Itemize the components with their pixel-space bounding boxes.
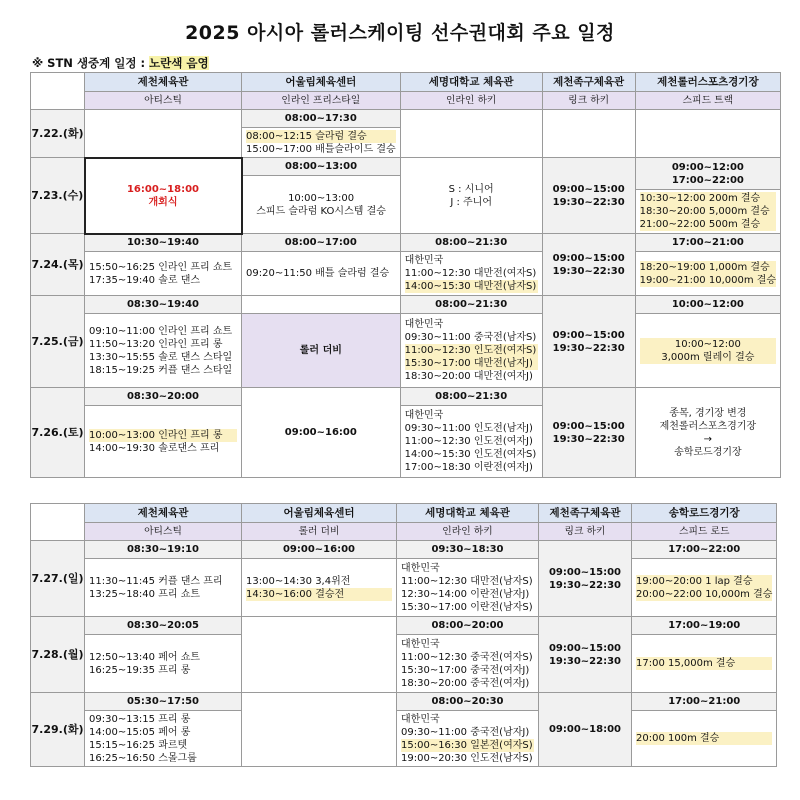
time-range: 10:00~12:00 bbox=[635, 296, 780, 314]
time-range: 17:00~21:00 bbox=[632, 693, 777, 711]
schedule-line: 11:30~11:45 커플 댄스 프리 bbox=[89, 575, 223, 587]
rink-time: 19:30~22:30 bbox=[548, 579, 622, 591]
ceremony-label: 개회식 bbox=[148, 196, 178, 208]
schedule-line: 18:30~20:00 5,000m 결승 bbox=[640, 205, 776, 218]
schedule-line: 17:00 15,000m 결승 bbox=[636, 657, 772, 670]
date-cell: 7.26.(토) bbox=[31, 388, 85, 478]
date-cell: 7.29.(화) bbox=[31, 693, 85, 767]
schedule-line: 09:30~11:00 인도전(남자J) bbox=[404, 423, 533, 434]
schedule-cell bbox=[85, 314, 242, 388]
date-cell: 7.23.(수) bbox=[31, 158, 85, 234]
schedule-line: 13:00~14:30 3,4위전 bbox=[246, 575, 351, 587]
schedule-cell bbox=[635, 190, 780, 234]
rink-time: 19:30~22:30 bbox=[552, 342, 625, 354]
event-header: 스피드 트랙 bbox=[635, 92, 780, 110]
event-header: 링크 하키 bbox=[539, 523, 632, 541]
schedule-line: 15:50~16:25 인라인 프리 쇼트 bbox=[89, 261, 233, 273]
schedule-cell bbox=[242, 388, 401, 478]
time-range: 08:30~20:00 bbox=[85, 388, 242, 406]
event-header: 링크 하키 bbox=[542, 92, 635, 110]
schedule-line: 14:00~15:30 대만전(남자S) bbox=[404, 281, 537, 292]
empty-cell bbox=[542, 110, 635, 158]
schedule-line: 18:20~19:00 1,000m 결승 bbox=[640, 261, 776, 274]
schedule-line: 10:00~13:00 bbox=[288, 192, 355, 204]
time-range: 08:00~21:30 bbox=[400, 296, 542, 314]
schedule-cell bbox=[85, 406, 242, 478]
schedule-line: 08:00~12:15 슬라럼 결승 bbox=[246, 130, 396, 143]
rink-time: 19:30~22:30 bbox=[552, 196, 625, 208]
schedule-line: 15:15~16:25 콰르텟 bbox=[89, 739, 188, 751]
schedule-table-week1 bbox=[30, 72, 781, 478]
venue-header: 세명대학교 체육관 bbox=[400, 73, 542, 92]
schedule-line: 19:00~21:00 10,000m 결승 bbox=[639, 274, 777, 286]
date-cell: 7.22.(화) bbox=[31, 110, 85, 158]
schedule-line: 11:50~13:20 인라인 프리 롱 bbox=[89, 338, 223, 350]
date-cell: 7.27.(일) bbox=[31, 541, 85, 617]
venue-header: 제천체육관 bbox=[85, 73, 242, 92]
schedule-line: 대한민국 bbox=[401, 562, 440, 574]
time-range: 08:00~20:00 bbox=[397, 617, 539, 635]
time-range: 08:30~19:10 bbox=[85, 541, 242, 559]
rink-time: 09:00~15:00 bbox=[552, 329, 625, 341]
schedule-table-week2 bbox=[30, 503, 777, 767]
venue-header: 세명대학교 체육관 bbox=[397, 504, 539, 523]
legend-line: J : 주니어 bbox=[450, 196, 492, 208]
day-row bbox=[31, 617, 777, 635]
schedule-cell bbox=[632, 635, 777, 693]
schedule-cell bbox=[397, 559, 539, 617]
schedule-line: 09:30~13:15 프리 롱 bbox=[89, 713, 191, 725]
time-range: 08:00~20:30 bbox=[397, 693, 539, 711]
rink-hockey-cell bbox=[539, 693, 632, 767]
time-range: 09:00~16:00 bbox=[242, 541, 397, 559]
schedule-line: 18:15~19:25 커플 댄스 스타일 bbox=[89, 364, 233, 376]
rink-hockey-cell bbox=[539, 541, 632, 617]
schedule-line: 16:25~16:50 스몰그룹 bbox=[89, 752, 197, 764]
schedule-cell bbox=[242, 128, 401, 158]
venue-header: 제천롤러스포츠경기장 bbox=[635, 73, 780, 92]
day-row-detail bbox=[31, 559, 777, 617]
schedule-line: 종목, 경기장 변경 bbox=[669, 407, 747, 419]
venue-change-cell bbox=[635, 388, 780, 478]
schedule-line: 10:30~12:00 200m 결승 bbox=[640, 192, 776, 205]
schedule-line: 송학로드경기장 bbox=[674, 446, 742, 458]
schedule-line: 14:00~15:30 인도전(여자S) bbox=[404, 449, 537, 460]
schedule-cell bbox=[632, 559, 777, 617]
venue-header-row bbox=[31, 73, 781, 92]
schedule-cell bbox=[85, 635, 242, 693]
schedule-line: 15:30~17:00 이란전(남자S) bbox=[401, 601, 533, 613]
event-header-row bbox=[31, 523, 777, 541]
time-range: 17:00~19:00 bbox=[632, 617, 777, 635]
schedule-line: 18:30~20:00 대만전(여자J) bbox=[404, 371, 533, 382]
schedule-cell bbox=[85, 559, 242, 617]
schedule-line: 14:00~19:30 솔로댄스 프리 bbox=[89, 442, 220, 454]
venue-header-row bbox=[31, 504, 777, 523]
time-range: 17:00~22:00 bbox=[632, 541, 777, 559]
schedule-line: 15:30~17:00 중국전(여자J) bbox=[401, 664, 530, 676]
schedule-line: 09:00~16:00 bbox=[284, 427, 357, 438]
schedule-line: 13:30~15:55 솔로 댄스 스타일 bbox=[89, 351, 233, 363]
schedule-line: 16:25~19:35 프리 롱 bbox=[89, 664, 191, 676]
venue-header: 어울림체육센터 bbox=[242, 504, 397, 523]
day-row bbox=[31, 388, 781, 406]
rink-time: 09:00~15:00 bbox=[552, 252, 625, 264]
event-header: 인라인 프리스타일 bbox=[242, 92, 401, 110]
schedule-cell bbox=[632, 711, 777, 767]
schedule-line: 11:00~12:30 대만전(남자S) bbox=[401, 575, 533, 587]
schedule-line: 제천롤러스포츠경기장 bbox=[659, 420, 757, 432]
schedule-cell bbox=[242, 176, 401, 234]
date-cell: 7.25.(금) bbox=[31, 296, 85, 388]
venue-header: 어울림체육센터 bbox=[242, 73, 401, 92]
time-range: 08:00~21:30 bbox=[400, 234, 542, 252]
rink-time: 09:00~15:00 bbox=[548, 642, 622, 654]
schedule-line: 15:30~17:00 대만전(남자J) bbox=[405, 357, 538, 370]
schedule-cell bbox=[635, 314, 780, 388]
schedule-cell bbox=[397, 711, 539, 767]
venue-header: 제천족구체육관 bbox=[542, 73, 635, 92]
date-cell: 7.28.(월) bbox=[31, 617, 85, 693]
event-header: 스피드 로드 bbox=[632, 523, 777, 541]
empty-cell bbox=[400, 110, 542, 158]
schedule-line: 09:30~11:00 중국전(남자S) bbox=[404, 332, 537, 343]
schedule-line: 11:00~12:30 대만전(여자S) bbox=[404, 268, 537, 279]
rink-time: 19:30~22:30 bbox=[548, 655, 622, 667]
schedule-cell bbox=[85, 711, 242, 767]
schedule-line: 09:30~11:00 중국전(남자J) bbox=[401, 726, 530, 738]
schedule-line: 10:00~13:00 인라인 프리 롱 bbox=[89, 429, 237, 442]
schedule-line: 11:00~12:30 인도전(여자S) bbox=[404, 345, 537, 356]
rink-time: 09:00~15:00 bbox=[548, 566, 622, 578]
legend-cell bbox=[400, 158, 542, 234]
schedule-line: 21:00~22:00 500m 결승 bbox=[640, 218, 776, 231]
schedule-line: 11:00~12:30 인도전(여자J) bbox=[404, 436, 533, 447]
schedule-line: 15:00~17:00 배틀슬라이드 결승 bbox=[246, 143, 396, 155]
date-cell: 7.24.(목) bbox=[31, 234, 85, 296]
schedule-line: 19:00~20:00 1 lap 결승 bbox=[636, 575, 772, 588]
event-header: 아티스틱 bbox=[85, 523, 242, 541]
time-range-line: 09:00~12:00 bbox=[671, 161, 744, 173]
rink-time: 09:00~18:00 bbox=[548, 724, 622, 735]
day-row-detail bbox=[31, 711, 777, 767]
schedule-line: 스피드 슬라럼 KO시스템 결승 bbox=[256, 205, 386, 217]
day-row-detail bbox=[31, 635, 777, 693]
rink-time: 19:30~22:30 bbox=[552, 265, 625, 277]
schedule-line: 대한민국 bbox=[401, 638, 440, 650]
schedule-line: 17:35~19:40 솔로 댄스 bbox=[89, 274, 201, 286]
time-range: 08:30~20:05 bbox=[85, 617, 242, 635]
empty-cell bbox=[635, 110, 780, 158]
schedule-line: 대한민국 bbox=[404, 319, 444, 330]
schedule-line: 12:50~13:40 페어 쇼트 bbox=[89, 651, 201, 663]
time-range: 10:30~19:40 bbox=[85, 234, 242, 252]
broadcast-note bbox=[28, 54, 213, 72]
day-row bbox=[31, 110, 781, 128]
time-range: 08:30~19:40 bbox=[85, 296, 242, 314]
venue-header: 제천족구체육관 bbox=[539, 504, 632, 523]
time-range: 08:00~17:00 bbox=[242, 234, 401, 252]
event-header: 롤러 더비 bbox=[242, 523, 397, 541]
rink-hockey-cell bbox=[539, 617, 632, 693]
rink-hockey-cell bbox=[542, 234, 635, 296]
schedule-cell bbox=[400, 252, 542, 296]
day-row-detail bbox=[31, 252, 781, 296]
schedule-line: 20:00~22:00 10,000m 결승 bbox=[636, 588, 773, 600]
day-row bbox=[31, 693, 777, 711]
header-corner bbox=[31, 73, 85, 110]
time-range: 17:00~21:00 bbox=[635, 234, 780, 252]
schedule-line: 대한민국 bbox=[404, 255, 444, 266]
schedule-line: 대한민국 bbox=[404, 410, 444, 421]
schedule-line: 10:00~12:00 bbox=[640, 338, 776, 351]
note-prefix: ※ STN 생중계 일정 : bbox=[32, 56, 150, 70]
schedule-line: 대한민국 bbox=[401, 713, 440, 725]
schedule-line: 09:20~11:50 배틀 슬라럼 결승 bbox=[246, 268, 390, 279]
legend-line: S : 시니어 bbox=[448, 183, 494, 195]
time-range: 08:00~17:30 bbox=[242, 110, 401, 128]
schedule-cell bbox=[242, 252, 401, 296]
header-corner bbox=[31, 504, 85, 541]
schedule-line: 3,000m 릴레이 결승 bbox=[640, 351, 776, 364]
time-range bbox=[635, 158, 780, 190]
schedule-line: 09:10~11:00 인라인 프리 쇼트 bbox=[89, 325, 233, 337]
schedule-line: 19:00~20:30 인도전(남자S) bbox=[401, 752, 533, 764]
venue-header: 제천체육관 bbox=[85, 504, 242, 523]
schedule-cell bbox=[85, 252, 242, 296]
schedule-line: 18:30~20:00 중국전(여자J) bbox=[401, 677, 530, 689]
schedule-line: 17:00~18:30 이란전(여자J) bbox=[404, 462, 533, 473]
venue-header: 송학로드경기장 bbox=[632, 504, 777, 523]
rink-hockey-cell bbox=[542, 296, 635, 388]
schedule-cell bbox=[397, 635, 539, 693]
schedule-cell bbox=[635, 252, 780, 296]
roller-derby-label: 롤러 더비 bbox=[242, 314, 401, 388]
schedule-cell bbox=[242, 559, 397, 617]
empty-cell bbox=[85, 110, 242, 158]
schedule-line: 11:00~12:30 중국전(여자S) bbox=[401, 651, 533, 663]
schedule-line: 12:30~14:00 이란전(남자J) bbox=[401, 588, 530, 600]
rink-time: 19:30~22:30 bbox=[552, 433, 625, 445]
empty-cell bbox=[242, 296, 401, 314]
schedule-cell bbox=[400, 314, 542, 388]
opening-ceremony-cell bbox=[85, 158, 242, 234]
day-row bbox=[31, 541, 777, 559]
day-row bbox=[31, 234, 781, 252]
schedule-line: 20:00 100m 결승 bbox=[636, 732, 772, 745]
rink-time: 09:00~15:00 bbox=[552, 183, 625, 195]
schedule-line: 15:00~16:30 일본전(여자S) bbox=[401, 739, 533, 751]
ceremony-time: 16:00~18:00 bbox=[126, 183, 200, 195]
empty-cell bbox=[242, 693, 397, 767]
event-header: 인라인 하키 bbox=[397, 523, 539, 541]
day-row bbox=[31, 158, 781, 176]
arrow-icon: → bbox=[703, 433, 713, 445]
schedule-line: 13:25~18:40 프리 쇼트 bbox=[89, 588, 201, 600]
rink-hockey-cell bbox=[542, 158, 635, 234]
rink-time: 09:00~15:00 bbox=[552, 420, 625, 432]
event-header: 아티스틱 bbox=[85, 92, 242, 110]
rink-hockey-cell bbox=[542, 388, 635, 478]
page-title: 2025 아시아 롤러스케이팅 선수권대회 주요 일정 bbox=[185, 22, 615, 44]
schedule-line: 14:30~16:00 결승전 bbox=[246, 588, 392, 601]
time-range: 08:00~21:30 bbox=[400, 388, 542, 406]
time-range: 08:00~13:00 bbox=[242, 158, 401, 176]
note-highlight: 노란색 음영 bbox=[149, 56, 209, 70]
schedule-line: 14:00~15:05 페어 롱 bbox=[89, 726, 191, 738]
time-range: 05:30~17:50 bbox=[85, 693, 242, 711]
schedule-cell bbox=[400, 406, 542, 478]
event-header-row bbox=[31, 92, 781, 110]
day-row bbox=[31, 296, 781, 314]
time-range: 09:30~18:30 bbox=[397, 541, 539, 559]
empty-cell bbox=[242, 617, 397, 693]
event-header: 인라인 하키 bbox=[400, 92, 542, 110]
time-range-line: 17:00~22:00 bbox=[671, 174, 744, 186]
